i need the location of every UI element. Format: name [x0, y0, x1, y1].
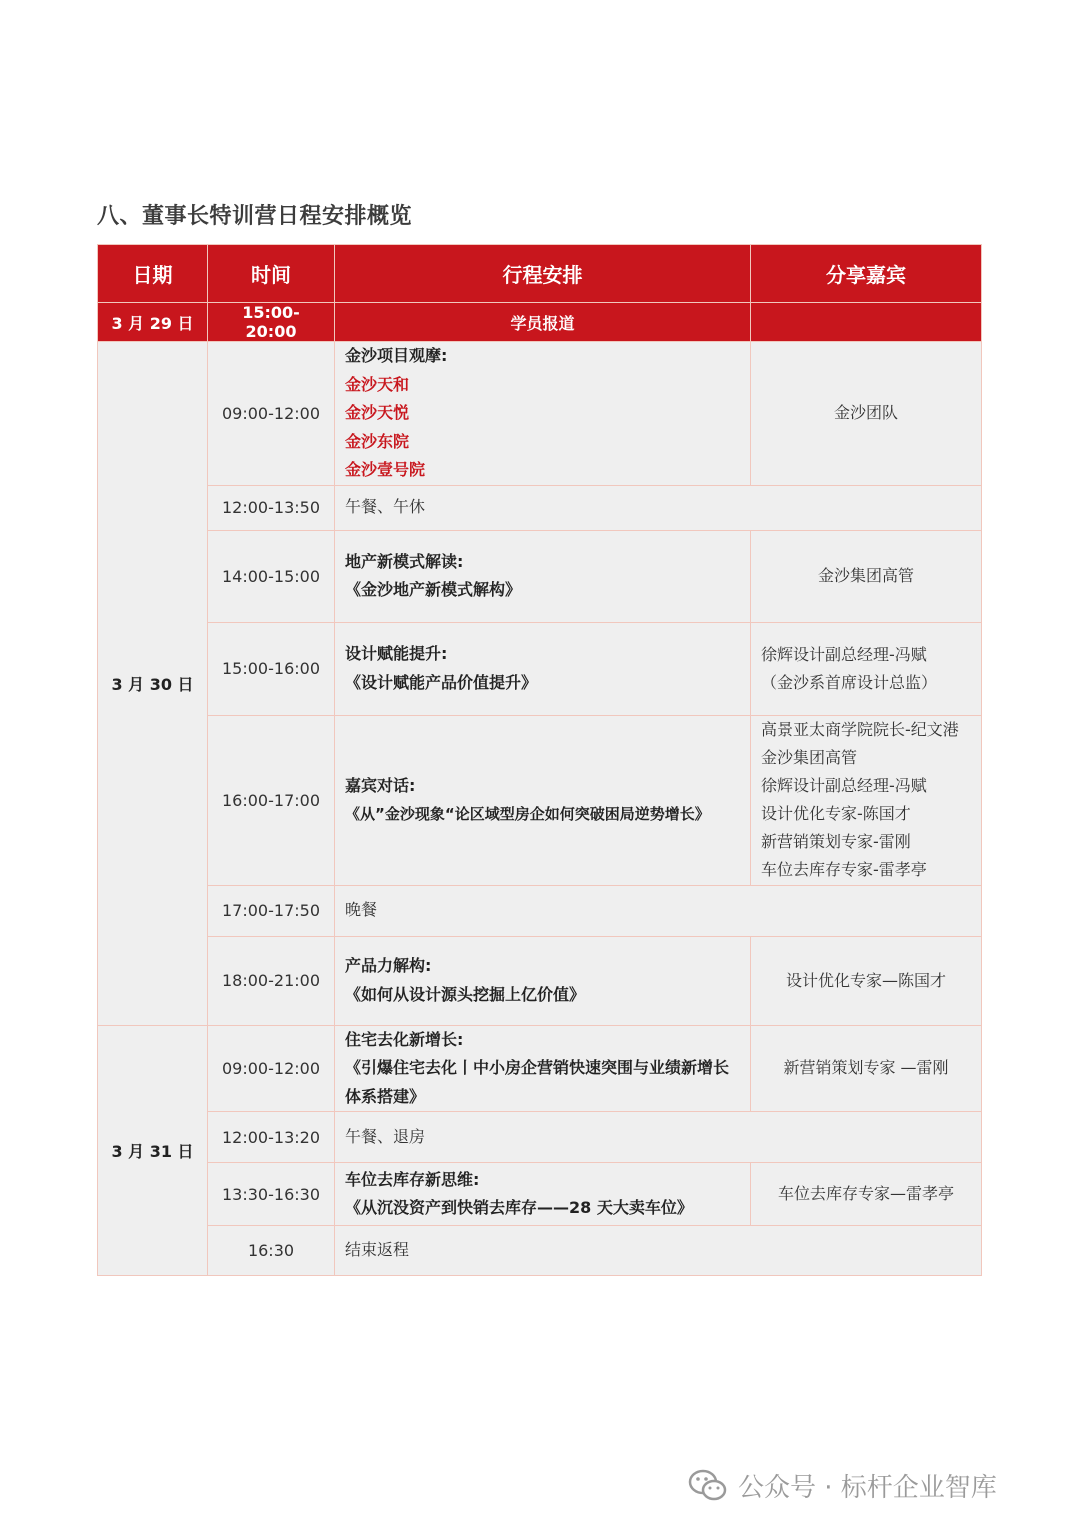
watermark-text: 公众号 · 标杆企业智库	[738, 1473, 997, 1503]
section-title: 八、董事长特训营日程安排概览	[97, 204, 413, 229]
table-header-row	[98, 245, 982, 303]
header-time: 时间	[208, 245, 335, 303]
table-row	[98, 715, 982, 885]
time-cell: 17:00-17:50	[208, 885, 335, 936]
guest-line: 金沙集团高管	[761, 748, 858, 767]
date-cell: 3 月 31 日	[98, 1025, 208, 1276]
activity-subtitle: 《从”金沙现象“论区域型房企如何突破困局逆势增长》	[345, 805, 710, 823]
activity-title: 设计赋能提升:	[345, 644, 448, 663]
activity-cell	[335, 715, 751, 885]
date-cell: 3 月 30 日	[98, 342, 208, 1026]
time-cell: 12:00-13:20	[208, 1112, 335, 1163]
time-cell: 15:00-20:00	[208, 303, 335, 342]
activity-title: 车位去库存新思维:	[345, 1169, 480, 1189]
time-cell: 09:00-12:00	[208, 342, 335, 486]
activity-cell	[335, 1112, 982, 1163]
guest-cell: 车位去库存专家—雷孝亭	[751, 1163, 982, 1226]
table-row	[98, 1112, 982, 1163]
guest-cell	[751, 715, 982, 885]
activity-subtitle: 《引爆住宅去化丨中小房企营销快速突围与业绩新增长体系搭建》	[345, 1058, 730, 1106]
guest-line: 高景亚太商学院院长-纪文港	[761, 720, 959, 739]
activity-title: 地产新模式解读:	[345, 551, 464, 571]
project-item: 金沙天悦	[345, 403, 410, 422]
activity-title: 金沙项目观摩:	[345, 346, 448, 365]
activity-cell	[335, 936, 751, 1025]
table-row	[98, 1163, 982, 1226]
table-row	[98, 936, 982, 1025]
header-activity: 行程安排	[335, 245, 751, 303]
activity-text: 午餐、退房	[345, 1126, 426, 1146]
guest-line: 车位去库存专家-雷孝亭	[761, 860, 927, 879]
guest-cell: 金沙集团高管	[751, 530, 982, 622]
activity-cell	[335, 1226, 982, 1276]
activity-cell	[335, 530, 751, 622]
guest-cell: 金沙团队	[751, 342, 982, 486]
time-cell: 12:00-13:50	[208, 485, 335, 530]
guest-line: 设计优化专家-陈国才	[761, 804, 911, 823]
activity-subtitle: 《如何从设计源头挖掘上亿价值》	[345, 984, 586, 1004]
activity-cell	[335, 485, 982, 530]
time-cell: 18:00-21:00	[208, 936, 335, 1025]
activity-cell	[335, 1163, 751, 1226]
time-cell: 16:00-17:00	[208, 715, 335, 885]
table-row	[98, 342, 982, 486]
guest-cell	[751, 303, 982, 342]
header-guest: 分享嘉宾	[751, 245, 982, 303]
project-item: 金沙天和	[345, 374, 410, 394]
activity-title: 嘉宾对话:	[345, 775, 416, 795]
guest-line: 徐辉设计副总经理-冯赋	[761, 776, 927, 795]
activity-text: 午餐、午休	[345, 497, 426, 517]
guest-line: 徐辉设计副总经理-冯赋	[761, 644, 927, 664]
activity-text: 晚餐	[345, 900, 378, 920]
activity-subtitle: 《设计赋能产品价值提升》	[345, 672, 538, 692]
activity-title: 产品力解构:	[345, 956, 432, 975]
guest-cell	[751, 622, 982, 715]
activity-cell	[335, 1025, 751, 1112]
table-row	[98, 1025, 982, 1112]
table-row	[98, 303, 982, 342]
guest-cell: 新营销策划专家 —雷刚	[751, 1025, 982, 1112]
time-cell: 09:00-12:00	[208, 1025, 335, 1112]
activity-subtitle: 《从沉没资产到快销去库存——28 天大卖车位》	[345, 1198, 693, 1217]
activity-cell	[335, 885, 982, 936]
activity-text: 结束返程	[345, 1240, 410, 1260]
activity-cell	[335, 622, 751, 715]
guest-line: （金沙系首席设计总监）	[761, 672, 938, 692]
table-row	[98, 885, 982, 936]
time-cell: 13:30-16:30	[208, 1163, 335, 1226]
activity-title: 住宅去化新增长:	[345, 1029, 464, 1049]
wechat-icon	[688, 1469, 728, 1503]
project-item: 金沙壹号院	[345, 460, 426, 479]
table-row	[98, 622, 982, 715]
activity-cell: 学员报道	[335, 303, 751, 342]
date-cell: 3 月 29 日	[98, 303, 208, 342]
guest-line: 新营销策划专家-雷刚	[761, 832, 911, 851]
schedule-table	[97, 244, 982, 1276]
activity-subtitle: 《金沙地产新模式解构》	[345, 580, 522, 599]
table-row	[98, 530, 982, 622]
guest-cell: 设计优化专家—陈国才	[751, 936, 982, 1025]
activity-cell	[335, 342, 751, 486]
table-row	[98, 485, 982, 530]
watermark	[688, 1467, 997, 1504]
project-item: 金沙东院	[345, 431, 410, 451]
time-cell: 15:00-16:00	[208, 622, 335, 715]
time-cell: 14:00-15:00	[208, 530, 335, 622]
time-cell: 16:30	[208, 1226, 335, 1276]
header-date: 日期	[98, 245, 208, 303]
table-row	[98, 1226, 982, 1276]
